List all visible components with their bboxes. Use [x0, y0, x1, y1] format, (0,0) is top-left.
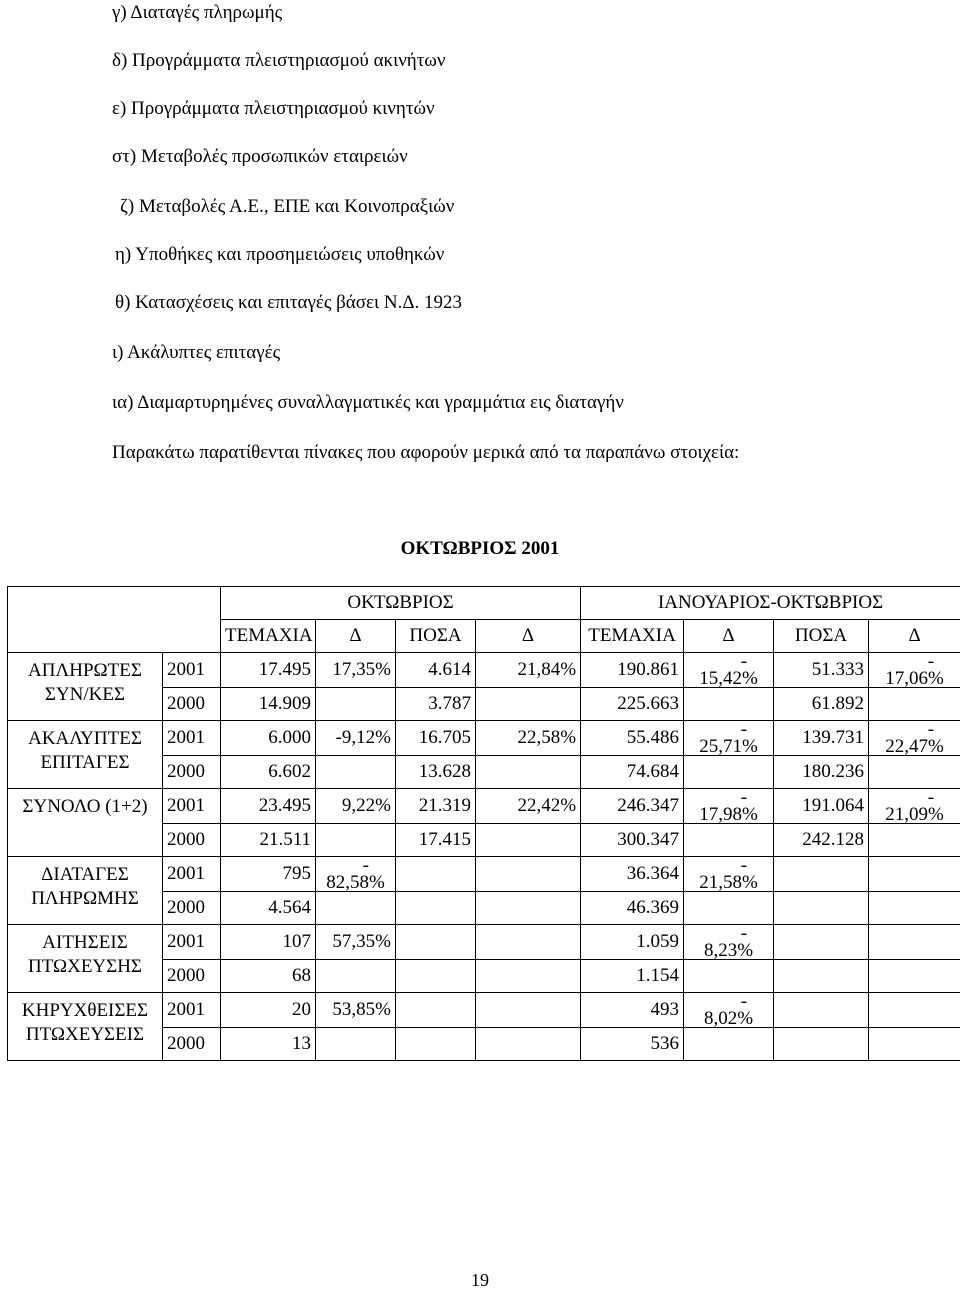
data-cell: 21.319 — [396, 789, 476, 824]
statistics-table — [7, 586, 960, 1061]
empty-corner — [8, 587, 221, 620]
data-cell: 139.731 — [774, 721, 869, 756]
row-label: ΑΠΛΗΡΩΤΕΣ ΣΥΝ/ΚΕΣ — [8, 653, 163, 721]
data-cell — [869, 824, 960, 857]
data-cell: 246.347 — [581, 789, 684, 824]
intro-text: Παρακάτω παρατίθενται πίνακες που αφορούν μερικά από τα παραπάνω στοιχεία: — [112, 442, 739, 464]
header-cols-row — [8, 620, 960, 653]
data-cell — [684, 756, 774, 789]
data-cell: 1.154 — [581, 960, 684, 993]
list-item-i: ι) Ακάλυπτες επιταγές — [112, 342, 280, 364]
header-col-8: Δ — [869, 620, 960, 653]
data-cell: 20 — [221, 993, 316, 1028]
year-cell: 2000 — [163, 824, 221, 857]
list-item-h: η) Υποθήκες και προσημειώσεις υποθηκών — [115, 244, 444, 266]
data-cell — [684, 688, 774, 721]
data-cell: - 21,58% — [684, 857, 774, 892]
list-item-st: στ) Μεταβολές προσωπικών εταιρειών — [112, 146, 408, 168]
data-cell: 4.564 — [221, 892, 316, 925]
header-group-row — [8, 587, 960, 620]
data-cell: 21,84% — [476, 653, 581, 688]
data-cell — [476, 925, 581, 960]
data-cell: 22,58% — [476, 721, 581, 756]
data-cell — [869, 756, 960, 789]
table-body — [8, 653, 960, 1061]
data-cell: - 25,71% — [684, 721, 774, 756]
table-row — [8, 857, 960, 892]
data-cell — [869, 1028, 960, 1061]
table-row — [8, 789, 960, 824]
data-cell — [476, 756, 581, 789]
list-item-d: δ) Προγράμματα πλειστηριασμού ακινήτων — [112, 50, 445, 72]
row-label: ΑΚΑΛΥΠΤΕΣ ΕΠΙΤΑΓΕΣ — [8, 721, 163, 789]
data-cell — [774, 892, 869, 925]
data-cell: 36.364 — [581, 857, 684, 892]
data-cell — [869, 925, 960, 960]
header-col-5: ΤΕΜΑΧΙΑ — [581, 620, 684, 653]
data-cell: 300.347 — [581, 824, 684, 857]
data-cell: 74.684 — [581, 756, 684, 789]
data-cell: 55.486 — [581, 721, 684, 756]
data-cell: - 8,02% — [684, 993, 774, 1028]
data-cell — [396, 857, 476, 892]
data-cell: 53,85% — [316, 993, 396, 1028]
data-cell: 14.909 — [221, 688, 316, 721]
year-cell: 2001 — [163, 653, 221, 688]
data-cell: - 21,09% — [869, 789, 960, 824]
data-cell — [476, 892, 581, 925]
data-cell: 493 — [581, 993, 684, 1028]
data-cell: - 82,58% — [316, 857, 396, 892]
data-cell: 17.495 — [221, 653, 316, 688]
data-cell — [684, 892, 774, 925]
list-item-ia: ια) Διαμαρτυρημένες συναλλαγματικές και γραμμάτια εις διαταγήν — [112, 392, 624, 414]
data-cell: 68 — [221, 960, 316, 993]
data-cell — [774, 1028, 869, 1061]
year-cell: 2000 — [163, 892, 221, 925]
table-row — [8, 653, 960, 688]
data-cell — [476, 824, 581, 857]
data-cell: 61.892 — [774, 688, 869, 721]
data-cell: 21.511 — [221, 824, 316, 857]
data-cell: 16.705 — [396, 721, 476, 756]
data-cell: - 17,98% — [684, 789, 774, 824]
data-cell: 1.059 — [581, 925, 684, 960]
header-october: ΟΚΤΩΒΡΙΟΣ — [221, 587, 581, 620]
data-cell: 190.861 — [581, 653, 684, 688]
year-cell: 2001 — [163, 993, 221, 1028]
year-cell: 2000 — [163, 1028, 221, 1061]
data-cell: 180.236 — [774, 756, 869, 789]
empty-corner-2 — [8, 620, 221, 653]
list-item-th: θ) Κατασχέσεις και επιταγές βάσει Ν.Δ. 1923 — [115, 292, 462, 314]
data-cell — [869, 993, 960, 1028]
data-cell: - 8,23% — [684, 925, 774, 960]
table-row — [8, 993, 960, 1028]
page-number: 19 — [0, 1270, 960, 1291]
row-label: ΑΙΤΗΣΕΙΣ ΠΤΩΧΕΥΣΗΣ — [8, 925, 163, 993]
data-cell: 6.602 — [221, 756, 316, 789]
data-cell: 17.415 — [396, 824, 476, 857]
data-cell: - 17,06% — [869, 653, 960, 688]
year-cell: 2000 — [163, 756, 221, 789]
data-cell — [869, 960, 960, 993]
data-cell — [684, 824, 774, 857]
data-cell: 51.333 — [774, 653, 869, 688]
data-cell: - 22,47% — [869, 721, 960, 756]
year-cell: 2000 — [163, 688, 221, 721]
year-cell: 2001 — [163, 789, 221, 824]
data-cell — [476, 993, 581, 1028]
year-cell: 2001 — [163, 925, 221, 960]
year-cell: 2000 — [163, 960, 221, 993]
data-cell — [869, 892, 960, 925]
list-item-z: ζ) Μεταβολές Α.Ε., ΕΠΕ και Κοινοπραξιών — [120, 196, 454, 218]
data-cell: 4.614 — [396, 653, 476, 688]
data-cell: - 15,42% — [684, 653, 774, 688]
data-cell — [316, 892, 396, 925]
data-cell: 57,35% — [316, 925, 396, 960]
data-cell: 225.663 — [581, 688, 684, 721]
data-cell — [684, 1028, 774, 1061]
header-col-6: Δ — [684, 620, 774, 653]
data-cell: 6.000 — [221, 721, 316, 756]
list-item-g: γ) Διαταγές πληρωμής — [112, 2, 282, 24]
data-cell: -9,12% — [316, 721, 396, 756]
data-cell — [316, 824, 396, 857]
data-cell — [316, 1028, 396, 1061]
data-cell — [316, 688, 396, 721]
header-col-4: Δ — [476, 620, 581, 653]
year-cell: 2001 — [163, 857, 221, 892]
data-cell — [476, 960, 581, 993]
data-cell: 9,22% — [316, 789, 396, 824]
header-col-3: ΠΟΣΑ — [396, 620, 476, 653]
data-cell — [396, 1028, 476, 1061]
data-cell: 795 — [221, 857, 316, 892]
data-cell: 17,35% — [316, 653, 396, 688]
row-label: ΔΙΑΤΑΓΕΣ ΠΛΗΡΩΜΗΣ — [8, 857, 163, 925]
data-cell — [316, 960, 396, 993]
data-cell — [869, 857, 960, 892]
table-title: ΟΚΤΩΒΡΙΟΣ 2001 — [0, 538, 960, 560]
data-cell — [774, 925, 869, 960]
data-cell — [396, 892, 476, 925]
data-cell — [476, 688, 581, 721]
header-col-7: ΠΟΣΑ — [774, 620, 869, 653]
data-cell — [869, 688, 960, 721]
header-col-1: ΤΕΜΑΧΙΑ — [221, 620, 316, 653]
table-row — [8, 721, 960, 756]
data-cell: 13.628 — [396, 756, 476, 789]
header-jan-oct: ΙΑΝΟΥΑΡΙΟΣ-ΟΚΤΩΒΡΙΟΣ — [581, 587, 960, 620]
data-cell: 242.128 — [774, 824, 869, 857]
table-row — [8, 925, 960, 960]
data-cell: 191.064 — [774, 789, 869, 824]
data-cell: 3.787 — [396, 688, 476, 721]
data-cell: 13 — [221, 1028, 316, 1061]
data-cell — [396, 993, 476, 1028]
row-label: ΣΥΝΟΛΟ (1+2) — [8, 789, 163, 857]
list-item-e: ε) Προγράμματα πλειστηριασμού κινητών — [112, 98, 435, 120]
data-cell: 536 — [581, 1028, 684, 1061]
data-cell — [396, 925, 476, 960]
data-cell: 46.369 — [581, 892, 684, 925]
data-cell — [476, 1028, 581, 1061]
data-cell — [774, 993, 869, 1028]
data-cell: 107 — [221, 925, 316, 960]
year-cell: 2001 — [163, 721, 221, 756]
data-cell: 22,42% — [476, 789, 581, 824]
data-cell — [774, 960, 869, 993]
row-label: ΚΗΡΥΧθΕΙΣΕΣ ΠΤΩΧΕΥΣΕΙΣ — [8, 993, 163, 1061]
data-cell: 23.495 — [221, 789, 316, 824]
data-cell — [774, 857, 869, 892]
data-cell — [316, 756, 396, 789]
data-cell — [396, 960, 476, 993]
header-col-2: Δ — [316, 620, 396, 653]
data-cell — [684, 960, 774, 993]
data-cell — [476, 857, 581, 892]
